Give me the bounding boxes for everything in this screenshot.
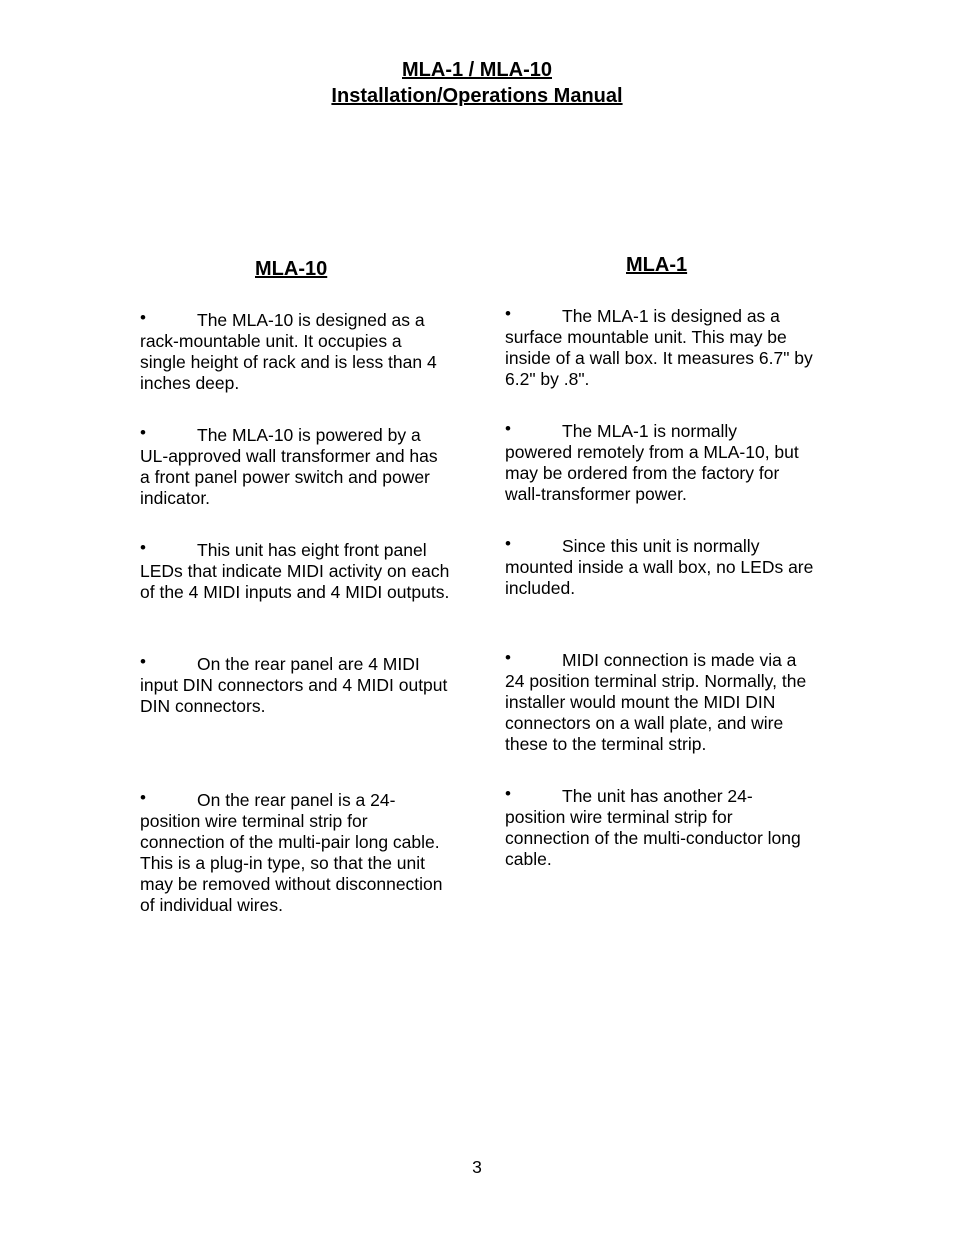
left-column-heading: MLA-10 bbox=[255, 258, 328, 280]
page-number: 3 bbox=[472, 1157, 482, 1177]
bullet-icon: • bbox=[505, 784, 511, 803]
list-item: • The MLA-10 is designed as a rack-mountable unit. It occupies a single height of rack and is less than 4 inches deep. bbox=[140, 308, 437, 393]
bullet-icon: • bbox=[140, 652, 146, 671]
list-item: • On the rear panel is a 24- position wire terminal strip for connection of the multi-pair long cable. This is a plug-in type, so that the unit may be removed without disconnection of individual wires. bbox=[140, 788, 443, 915]
list-item: • The MLA-10 is powered by a UL-approved wall transformer and has a front panel power switch and power indicator. bbox=[140, 423, 438, 508]
bullet-icon: • bbox=[140, 423, 146, 442]
list-item: • The unit has another 24- position wire terminal strip for connection of the multi-conductor long cable. bbox=[505, 784, 801, 869]
list-item: • The MLA-1 is designed as a surface mountable unit. This may be inside of a wall box. It measures 6.7" by 6.2" by .8". bbox=[505, 304, 813, 389]
list-item: • Since this unit is normally mounted inside a wall box, no LEDs are included. bbox=[505, 534, 814, 598]
list-item: • This unit has eight front panel LEDs that indicate MIDI activity on each of the 4 MIDI inputs and 4 MIDI outputs. bbox=[140, 538, 450, 602]
list-item: • On the rear panel are 4 MIDI input DIN connectors and 4 MIDI output DIN connectors. bbox=[140, 652, 448, 716]
bullet-icon: • bbox=[505, 648, 511, 667]
bullet-icon: • bbox=[505, 419, 511, 438]
list-item: • The MLA-1 is normally powered remotely from a MLA-10, but may be ordered from the factory for wall-transformer power. bbox=[505, 419, 799, 504]
title-line-1: MLA-1 / MLA-10 bbox=[402, 59, 552, 81]
document-title bbox=[0, 57, 954, 109]
bullet-icon: • bbox=[140, 308, 146, 327]
bullet-icon: • bbox=[505, 304, 511, 323]
bullet-icon: • bbox=[505, 534, 511, 553]
bullet-icon: • bbox=[140, 788, 146, 807]
list-item: • MIDI connection is made via a 24 position terminal strip. Normally, the installer would mount the MIDI DIN connectors on a wall plate, and wire these to the terminal strip. bbox=[505, 648, 807, 754]
bullet-icon: • bbox=[140, 538, 146, 557]
right-column-heading: MLA-1 bbox=[626, 254, 688, 276]
title-line-2: Installation/Operations Manual bbox=[331, 85, 623, 107]
